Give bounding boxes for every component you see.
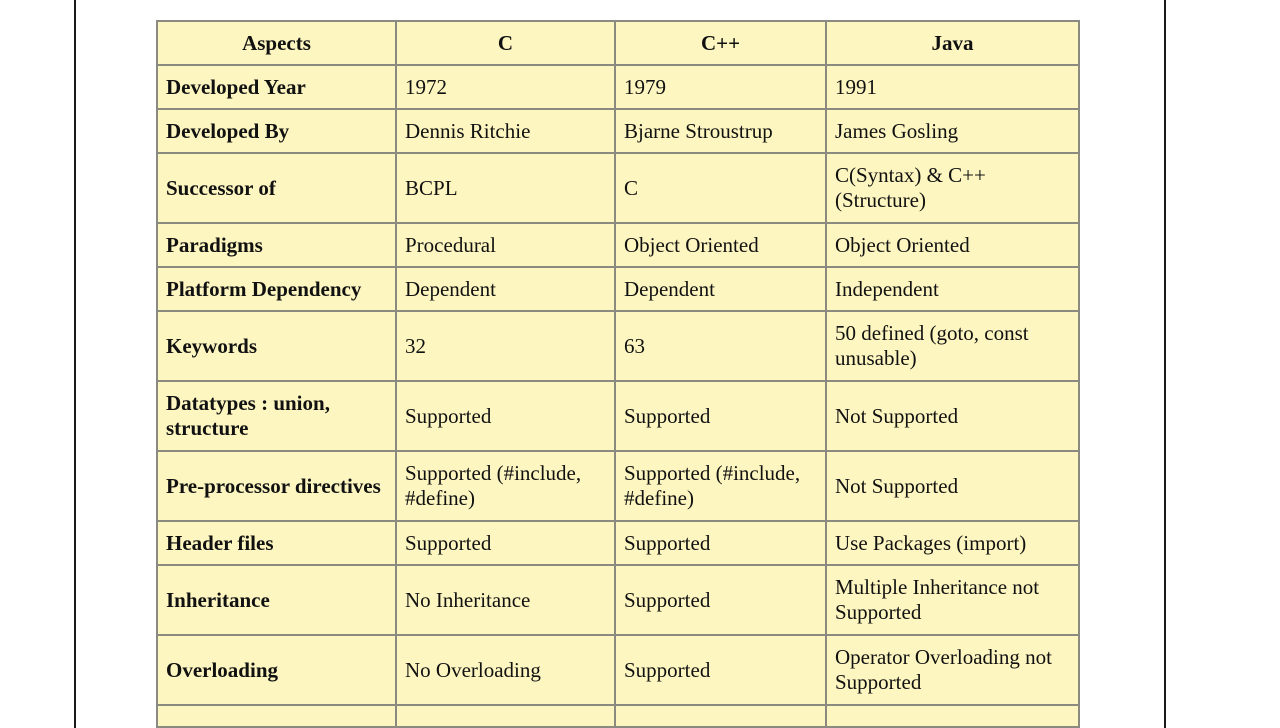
table-row-partial: [158, 706, 1078, 726]
aspect-cell: Inheritance: [158, 566, 395, 634]
aspect-cell: Paradigms: [158, 224, 395, 266]
java-cell: James Gosling: [827, 110, 1078, 152]
cpp-cell: Supported: [616, 382, 825, 450]
c-cell: [397, 706, 614, 726]
java-cell: Independent: [827, 268, 1078, 310]
aspect-cell: Datatypes : union, structure: [158, 382, 395, 450]
table-row: [158, 110, 1078, 152]
header-aspects: Aspects: [158, 22, 395, 64]
comparison-table: [156, 20, 1080, 728]
table-row: [158, 312, 1078, 380]
c-cell: 1972: [397, 66, 614, 108]
cpp-cell: Bjarne Stroustrup: [616, 110, 825, 152]
aspect-cell: Overloading: [158, 636, 395, 704]
table-row: [158, 66, 1078, 108]
aspect-cell: Developed By: [158, 110, 395, 152]
c-cell: Supported: [397, 382, 614, 450]
aspect-cell: [158, 706, 395, 726]
cpp-cell: Supported: [616, 636, 825, 704]
java-cell: 1991: [827, 66, 1078, 108]
c-cell: 32: [397, 312, 614, 380]
table-row: [158, 566, 1078, 634]
cpp-cell: Supported: [616, 522, 825, 564]
cpp-cell: Object Oriented: [616, 224, 825, 266]
cpp-cell: 1979: [616, 66, 825, 108]
table-row: [158, 522, 1078, 564]
table-row: [158, 636, 1078, 704]
header-cpp: C++: [616, 22, 825, 64]
c-cell: Supported (#include, #define): [397, 452, 614, 520]
aspect-cell: Developed Year: [158, 66, 395, 108]
aspect-cell: Pre-processor directives: [158, 452, 395, 520]
java-cell: Operator Overloading not Supported: [827, 636, 1078, 704]
java-cell: Use Packages (import): [827, 522, 1078, 564]
cpp-cell: [616, 706, 825, 726]
c-cell: Dependent: [397, 268, 614, 310]
table-row: [158, 224, 1078, 266]
header-c: C: [397, 22, 614, 64]
c-cell: No Overloading: [397, 636, 614, 704]
java-cell: C(Syntax) & C++ (Structure): [827, 154, 1078, 222]
java-cell: Not Supported: [827, 452, 1078, 520]
header-java: Java: [827, 22, 1078, 64]
cpp-cell: 63: [616, 312, 825, 380]
aspect-cell: Platform Dependency: [158, 268, 395, 310]
java-cell: Not Supported: [827, 382, 1078, 450]
cpp-cell: C: [616, 154, 825, 222]
java-cell: 50 defined (goto, const unusable): [827, 312, 1078, 380]
table-row: [158, 382, 1078, 450]
cpp-cell: Dependent: [616, 268, 825, 310]
c-cell: No Inheritance: [397, 566, 614, 634]
cpp-cell: Supported: [616, 566, 825, 634]
aspect-cell: Successor of: [158, 154, 395, 222]
java-cell: Object Oriented: [827, 224, 1078, 266]
java-cell: Multiple Inheritance not Supported: [827, 566, 1078, 634]
table-row: [158, 154, 1078, 222]
table-row: [158, 268, 1078, 310]
c-cell: BCPL: [397, 154, 614, 222]
aspect-cell: Keywords: [158, 312, 395, 380]
java-cell: [827, 706, 1078, 726]
c-cell: Supported: [397, 522, 614, 564]
aspect-cell: Header files: [158, 522, 395, 564]
cpp-cell: Supported (#include, #define): [616, 452, 825, 520]
table-header-row: [158, 22, 1078, 64]
table-row: [158, 452, 1078, 520]
c-cell: Procedural: [397, 224, 614, 266]
c-cell: Dennis Ritchie: [397, 110, 614, 152]
